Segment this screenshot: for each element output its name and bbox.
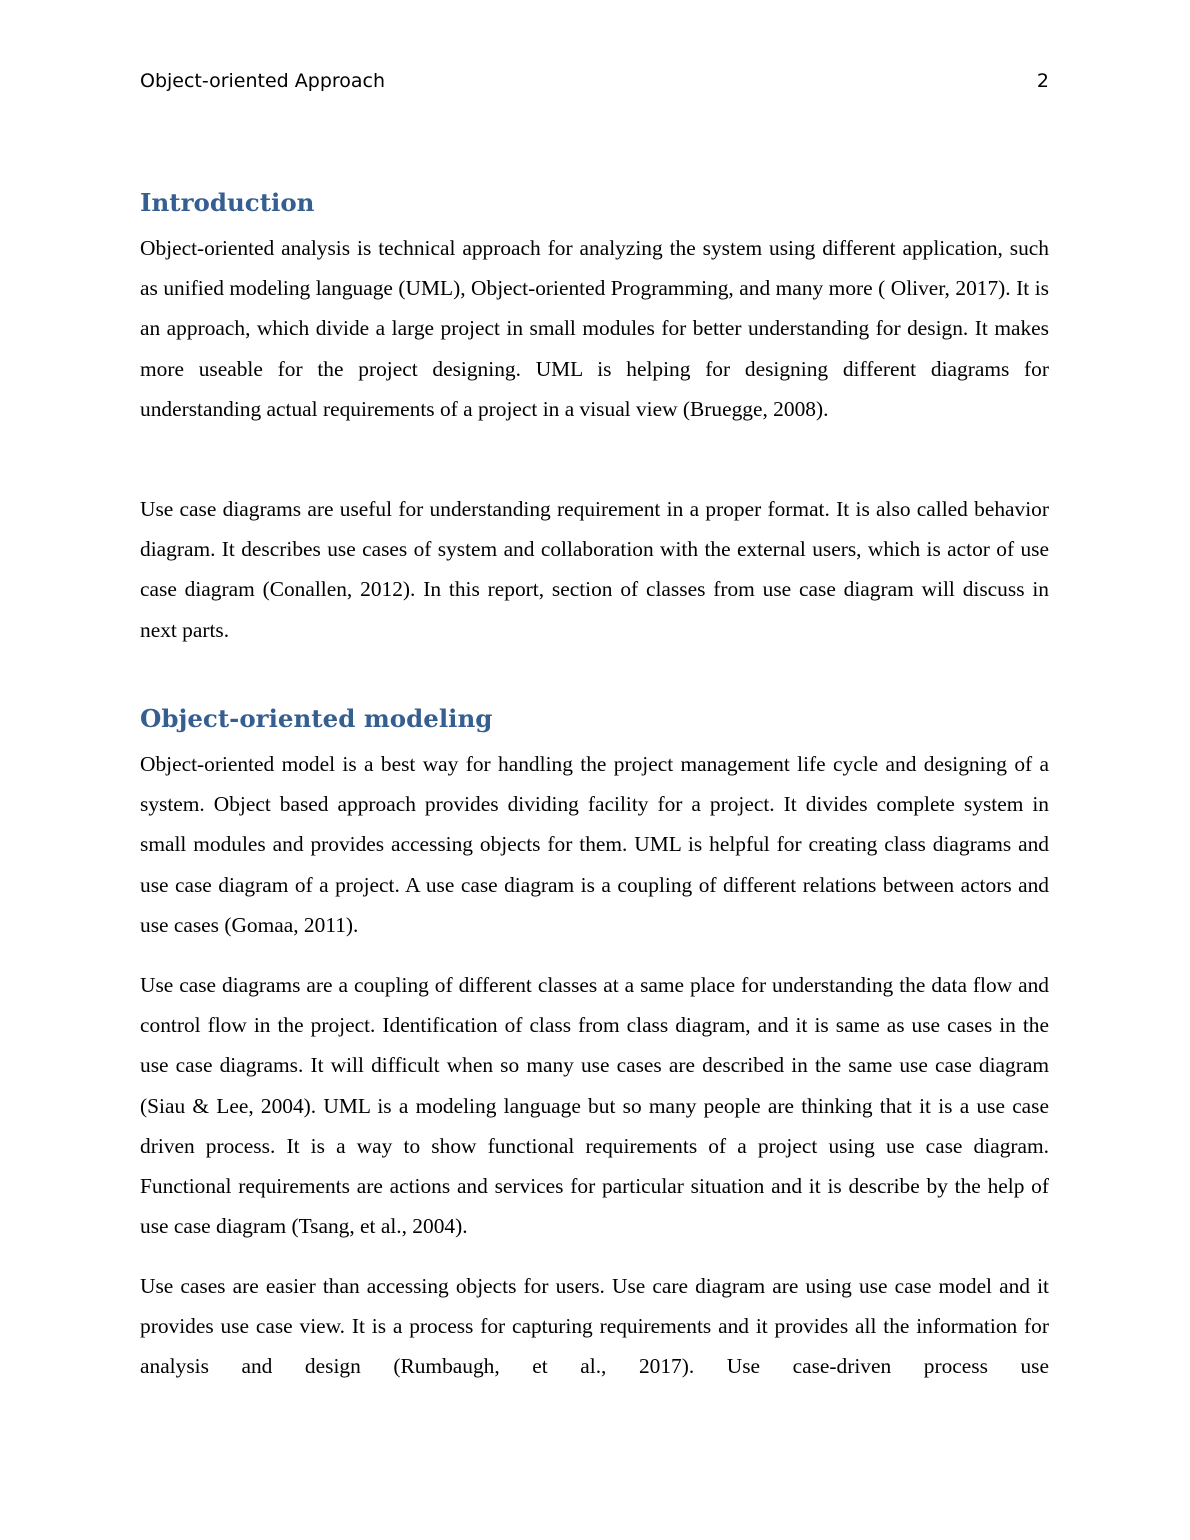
paragraph-intro-1: Object-oriented analysis is technical approach for analyzing the system using different application, such as unified modeling language (UML), Object-oriented Programming, and many more ( Oliver, 2017). It is an approach, which divide a large project in small modules for better understanding for design. It makes more useable for the project designing. UML is helping for designing different diagrams for understanding actual requirements of a project in a visual view (Bruegge, 2008). (140, 236, 1049, 421)
heading-object-oriented-modeling: Object-oriented modeling (140, 704, 493, 733)
paragraph-intro-2: Use case diagrams are useful for understanding requirement in a proper format. It is also called behavior diagram. It describes use cases of system and collaboration with the external users, which is actor of use case diagram (Conallen, 2012). In this report, section of classes from use case diagram will discuss in next parts. (140, 497, 1049, 642)
running-title: Object-oriented Approach (140, 70, 386, 92)
running-header (140, 70, 1049, 98)
paragraph-modeling-1: Object-oriented model is a best way for handling the project management life cycle and designing of a system. Object based approach provides dividing facility for a project. It divides complete system in small modules and provides accessing objects for them. UML is helpful for creating class diagrams and use case diagram of a project. A use case diagram is a coupling of different relations between actors and use cases (Gomaa, 2011). (140, 752, 1049, 937)
paragraph-modeling-2: Use case diagrams are a coupling of different classes at a same place for understanding the data flow and control flow in the project. Identification of class from class diagram, and it is same as use cases in the use case diagrams. It will difficult when so many use cases are described in the same use case diagram (Siau & Lee, 2004). UML is a modeling language but so many people are thinking that it is a use case driven process. It is a way to show functional requirements of a project using use case diagram. Functional requirements are actions and services for particular situation and it is describe by the help of use case diagram (Tsang, et al., 2004). (140, 973, 1049, 1239)
page-number: 2 (1036, 70, 1049, 92)
paragraph-modeling-3: Use cases are easier than accessing objects for users. Use care diagram are using use case model and it provides use case view. It is a process for capturing requirements and it provides all the information for analysis and design (Rumbaugh, et al., 2017). Use case-driven process use (140, 1274, 1049, 1379)
heading-introduction: Introduction (140, 188, 315, 217)
